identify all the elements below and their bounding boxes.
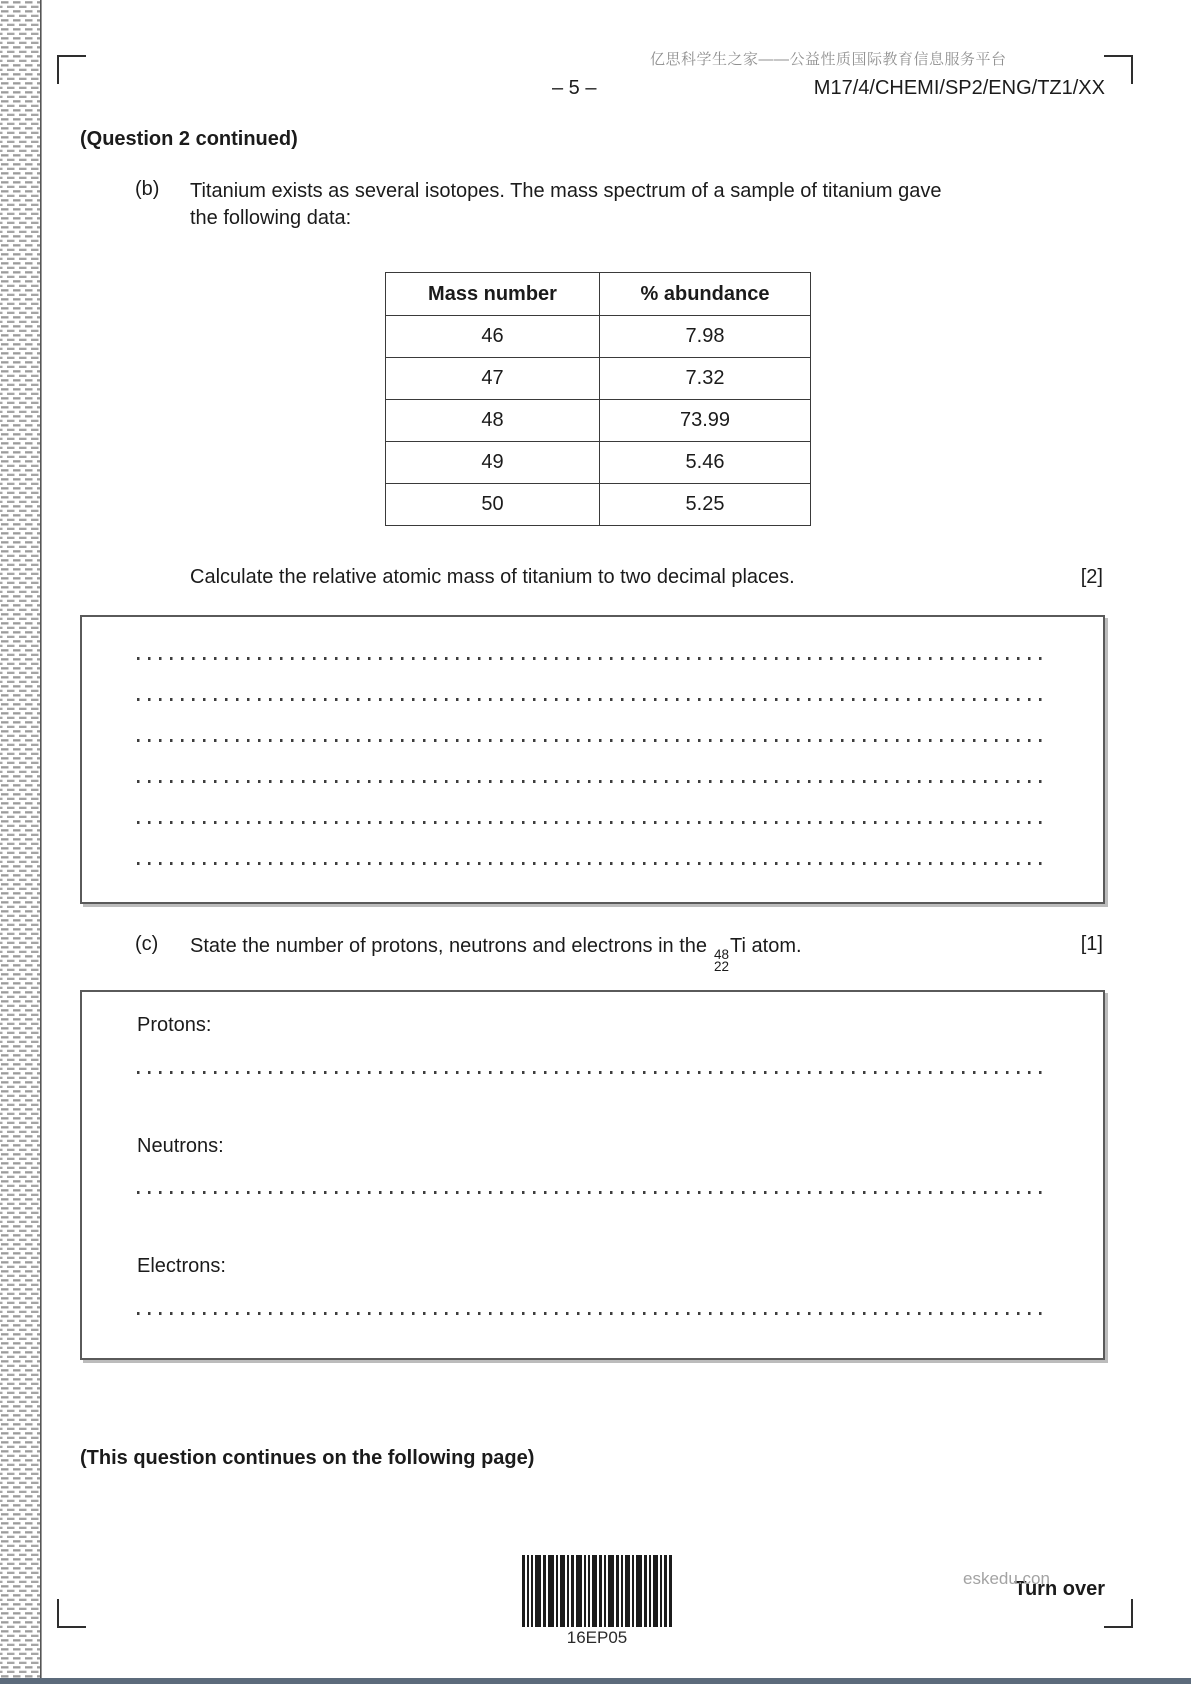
- column-header-mass-number: Mass number: [386, 273, 600, 316]
- part-b-text-line1: Titanium exists as several isotopes. The mass spectrum of a sample of titanium gave: [190, 180, 942, 202]
- part-c-text: [190, 933, 1050, 973]
- nuclide-atomic-number: 22: [714, 959, 730, 974]
- abundance-cell: 7.98: [600, 316, 811, 358]
- table-row: [386, 316, 811, 358]
- crop-mark-top-right: [1104, 55, 1133, 84]
- electrons-label: Electrons:: [137, 1255, 226, 1277]
- question-continued-heading: (Question 2 continued): [80, 128, 298, 150]
- part-c-text-before: State the number of protons, neutrons and electrons in the: [190, 935, 707, 957]
- neutrons-label: Neutrons:: [137, 1135, 224, 1157]
- table-row: [386, 484, 811, 526]
- turn-over-label: Turn over: [1014, 1578, 1105, 1600]
- mass-number-cell: 46: [386, 316, 600, 358]
- part-b-text: [190, 178, 1010, 232]
- abundance-cell: 7.32: [600, 358, 811, 400]
- page-number: – 5 –: [552, 77, 597, 99]
- abundance-cell: 5.25: [600, 484, 811, 526]
- nuclide-mass-number: 48: [714, 947, 730, 962]
- isotope-abundance-table: [385, 272, 811, 526]
- table-row: [386, 442, 811, 484]
- table-header-row: [386, 273, 811, 316]
- mass-number-cell: 49: [386, 442, 600, 484]
- question-continues-note: (This question continues on the following page): [80, 1447, 535, 1469]
- crop-mark-top-left: [57, 55, 86, 84]
- nuclide-symbol: Ti: [730, 935, 746, 957]
- part-c-label: (c): [135, 933, 159, 955]
- part-c-answer-box: [80, 990, 1105, 1360]
- answer-dotted-line: [137, 821, 1047, 824]
- crop-mark-bottom-right: [1104, 1599, 1133, 1628]
- protons-label: Protons:: [137, 1014, 212, 1036]
- abundance-cell: 73.99: [600, 400, 811, 442]
- part-b-marks: [2]: [1080, 566, 1103, 588]
- part-b-answer-box: [80, 615, 1105, 904]
- part-b-prompt: Calculate the relative atomic mass of titanium to two decimal places.: [190, 566, 795, 588]
- table-row: [386, 400, 811, 442]
- answer-dotted-line: [137, 657, 1047, 660]
- table-row: [386, 358, 811, 400]
- answer-dotted-line: [137, 1191, 1047, 1194]
- answer-dotted-line: [137, 1071, 1047, 1074]
- page-bottom-bar: [0, 1678, 1191, 1684]
- barcode-text: 16EP05: [566, 1628, 628, 1647]
- column-header-abundance: % abundance: [600, 273, 811, 316]
- barcode: [522, 1555, 672, 1627]
- nuclide-notation: [714, 949, 729, 973]
- binding-edge-hatch-pattern: [0, 0, 42, 1684]
- site-banner-watermark: 亿思科学生之家——公益性质国际教育信息服务平台: [650, 51, 1007, 68]
- part-b-label: (b): [135, 178, 160, 200]
- part-c-text-after: atom.: [751, 935, 802, 957]
- answer-dotted-line: [137, 1312, 1047, 1315]
- crop-mark-bottom-left: [57, 1599, 86, 1628]
- mass-number-cell: 48: [386, 400, 600, 442]
- eskedu-watermark: eskedu.con: [963, 1569, 1050, 1588]
- part-c-marks: [1]: [1080, 933, 1103, 955]
- mass-number-cell: 47: [386, 358, 600, 400]
- answer-dotted-line: [137, 862, 1047, 865]
- exam-paper-code: M17/4/CHEMI/SP2/ENG/TZ1/XX: [813, 77, 1105, 99]
- abundance-cell: 5.46: [600, 442, 811, 484]
- mass-number-cell: 50: [386, 484, 600, 526]
- part-b-text-line2: the following data:: [190, 207, 352, 229]
- answer-dotted-line: [137, 780, 1047, 783]
- answer-dotted-line: [137, 698, 1047, 701]
- answer-dotted-line: [137, 739, 1047, 742]
